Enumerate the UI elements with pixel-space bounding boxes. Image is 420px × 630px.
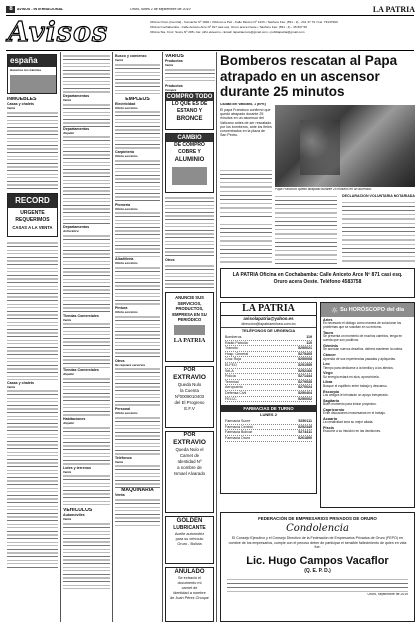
anulado-line: documento mi	[177, 581, 202, 585]
category-heading: VEHÍCULOS	[63, 508, 93, 514]
pharmacy-row-number: 5261890	[298, 435, 312, 440]
page-number: 8	[9, 6, 13, 12]
anuncie-ad-line: EMPRESA EN SU	[172, 311, 207, 317]
subcategory-type: Alquiler	[63, 373, 75, 377]
category-heading: VARIOS	[165, 54, 184, 59]
phone-row-number: 5275405	[298, 351, 312, 356]
record-ad-line: URGENTE	[20, 209, 45, 216]
horoscope-sign-name: Virgo	[323, 371, 333, 376]
subcategory-type: Anticrético	[63, 230, 79, 234]
extravio-line: E.F.V	[184, 406, 195, 411]
horoscope-sign-text: Busque el equilibrio entre trabajo y descanso.	[323, 383, 388, 388]
subcategory: Busco y comienzo	[115, 54, 147, 58]
issue-date: Oruro, lunes 2 de septiembre de 2019	[130, 8, 191, 11]
otros-label: Otros	[165, 258, 175, 262]
subcategory-type: Venta	[7, 107, 16, 110]
horoscope-sign-name: Leo	[323, 362, 330, 367]
phone-row-number: 5271444	[298, 374, 312, 379]
subcategory: Pintura	[115, 305, 128, 310]
subcategory-type: Oferta servicios	[115, 106, 138, 110]
pharmacy-row-number: 5250111	[298, 419, 312, 424]
la-patria-small: LA PATRIA	[173, 337, 206, 344]
cambio-ad-line: CAMBIO	[166, 134, 213, 142]
anuncie-ad-line: PRODUCTOS,	[175, 306, 204, 311]
pharmacy-title: FARMACIAS DE TURNO	[221, 405, 316, 412]
subcategory-type: Venta	[63, 318, 72, 322]
subcategory-type: Venta	[63, 518, 72, 522]
phone-row-label: SeLA	[225, 368, 234, 373]
offices-block	[150, 20, 415, 35]
extravio-line: del El Progreso	[174, 400, 205, 405]
anuncie-ad-line: PERIÓDICO	[177, 317, 202, 322]
extravio-line: Carnet de	[179, 453, 200, 458]
phone-row-label: Hosp. General	[225, 351, 249, 356]
extravio-ad-1	[165, 366, 214, 428]
horoscope-sign-name: Acuario	[323, 416, 338, 421]
col1-classifieds	[7, 97, 58, 622]
category-heading: MAQUINARIA	[121, 488, 154, 494]
extravio-line: a nombre de	[177, 465, 202, 470]
phone-row-label: FELCC	[225, 396, 237, 401]
subcategory: Personal	[115, 407, 131, 412]
pharmacy-row-number: 5274411	[298, 430, 312, 435]
subcategory: Albañilería	[115, 257, 134, 262]
subcategory: Departamentos	[63, 126, 90, 131]
cambio-ad-line: COBRE Y	[178, 149, 201, 155]
news-body-lead: El papa Francisco confirmó que quedó atrapado durante 25 minutos en un ascensor del Vaticano antes de ser rescatado por los bomberos, ante los fieles concentrados en la plaza de San Pedro.	[220, 108, 272, 138]
horoscope-box	[320, 302, 415, 508]
phone-row-number: 5250404	[298, 390, 312, 395]
subcategory: Tiendas Comerciales	[63, 368, 99, 373]
golden-line: GOLDEN	[176, 518, 203, 524]
phone-row-number: 5252166	[298, 368, 312, 373]
horoscope-sign-name: Libra	[323, 380, 333, 385]
subcategory: Departamentos	[63, 94, 90, 98]
patria-card-email: avisolapatria@yahoo.es	[243, 316, 294, 321]
record-ad-line: CASAS A LA VENTA	[12, 224, 53, 230]
subcategory-type: Alquiler	[63, 131, 75, 135]
pharmacy-row-label: Farmacia Sucre	[225, 419, 251, 424]
pharmacy-row-label: Farmacia Bolívar	[225, 430, 253, 435]
phone-row-number: 5250002	[298, 396, 312, 401]
cambio-ad-line: DE COMPRO	[174, 142, 205, 148]
subcategory-type: Alquiler	[63, 421, 75, 425]
subcategory: Productos	[165, 83, 183, 88]
condolencia-title: Condolencia	[286, 523, 349, 534]
horoscope-sign-text: Evite discusiones innecesarias en el trabajo.	[323, 411, 386, 416]
espana-ad	[7, 54, 57, 94]
subcategory-type: Venta	[115, 460, 124, 464]
condolencia-closing: Oruro, septiembre de 2019	[367, 592, 408, 596]
patria-card-name: LA PATRIA	[221, 303, 316, 316]
subcategory-type: Se requiere servicios	[115, 363, 146, 367]
phone-row-number: 5270024	[298, 385, 312, 390]
phone-row-label: Tránsito	[225, 346, 238, 351]
anulado-line: ANULADO	[174, 569, 205, 575]
extravio-line: Ismael Alvarado	[173, 471, 206, 476]
horoscope-sign-name: Cáncer	[323, 353, 336, 358]
horoscope-sign-name: Tauro	[323, 331, 334, 336]
compro-ad-line: BRONCE	[176, 116, 203, 122]
anuncie-ad-line: SERVICIOS,	[177, 300, 202, 306]
horoscope-sign-text: Escuche a su intuición en las decisiones.	[323, 429, 381, 434]
extravio-line: Identidad Nº	[177, 459, 202, 464]
phone-row-number: 5250008	[298, 357, 312, 362]
pharmacy-row	[225, 436, 312, 442]
record-ad-line: REQUERIMOS	[15, 216, 50, 223]
section-tag: AVISOS - INTERNACIONAL	[17, 8, 64, 11]
pharmacy-date: LUNES 2	[260, 412, 277, 418]
phone-row-number: 110	[306, 340, 312, 345]
extravio-line: Queda Nulo el	[175, 447, 204, 452]
anulado-ad	[165, 567, 214, 622]
office-line: Oficina Cochabamba - Calle Aniceto Arce Nº 917 casi esq. Oruro acera Oeste • Teléfono Fax: (591 - 4) - 45 837 58	[150, 25, 307, 29]
golden-ad	[165, 516, 214, 564]
horoscope-sign-text: Se presenta un momento de muchos cambios, tenga en cuenta que son positivos.	[323, 334, 403, 343]
extravio-line: EXTRAVÍO	[173, 439, 206, 446]
cambio-ad-line: ALUMINIO	[174, 157, 205, 163]
golden-line: Oruro - Bolivia	[177, 542, 202, 546]
horoscope-sign-name: Escorpio	[323, 389, 340, 394]
col3-classifieds	[115, 54, 160, 622]
section-title: Avisos	[8, 17, 109, 48]
horoscope-sign-text: Aprenda de sus experiencias pasadas y aplíquelas.	[323, 356, 396, 361]
horoscope-sign-name: Capricornio	[323, 407, 345, 412]
news-dateline: Ciudad del Vaticano, 1 (EFE)	[220, 103, 266, 106]
declaracion-title: DECLARACION VOLUNTARIA NOTARIADA	[342, 194, 415, 198]
office-line: Oficina Oruro (Central) - Camacho Nº 1892 • Oficina La Paz - Calle México Nº 1433 • Teléfono Fax: (591 - 2) - 231 37 79 / Cel. 79137900	[150, 20, 338, 24]
espana-ad-title: españa	[10, 56, 38, 65]
news-photo-caption: Papa Francisco quedó atrapado durante 25 minutos en un ascensor.	[275, 188, 372, 191]
subcategory: Tiendas Comerciales	[63, 313, 99, 318]
category-heading: INMUEBLES	[7, 97, 37, 102]
anulado-line: Se extravió el	[177, 576, 201, 580]
phone-row-label: ELFEO	[225, 362, 237, 367]
subcategory-type: Venta	[165, 64, 174, 67]
condolencia-intro: El Consejo Ejecutivo y el Consejo Directivo de la Federación de Empresarios Privados de Oruro (FEPO) en nombre de los empresarios, cumple con el penoso deber de participar el sensible fallecimiento de quien en vida fue:	[228, 536, 407, 550]
masthead-small: LA PATRIA	[372, 5, 415, 14]
subcategory: Teléfonos	[115, 455, 132, 460]
patria-card-email2: direccion@lapatriaenlinea.com.bo	[241, 322, 296, 326]
horoscope-sign-text: Los amigos le brindarán un apoyo inesperado.	[323, 392, 389, 397]
subcategory-type: Venta	[7, 385, 16, 389]
subcategory: Departamentos	[63, 225, 90, 230]
phone-row-label: Terminal	[225, 379, 239, 384]
subcategory-type: Oferta servicios	[115, 412, 138, 416]
subcategory-type: Venta	[115, 59, 124, 62]
extravio-ad-2	[165, 431, 214, 513]
phone-row-label: Bomberos	[225, 335, 242, 339]
phone-row-number: 5279535	[298, 379, 312, 384]
category-heading: EMPLEOS	[125, 96, 150, 102]
horoscope-sign-name: Sagitario	[323, 398, 340, 403]
phone-row-label: Radio Patrulla	[225, 340, 248, 345]
subcategory: Automóviles	[63, 513, 85, 518]
phone-row-label: Defensa Civil	[225, 390, 247, 395]
cambio-ad	[165, 133, 214, 193]
subcategory-type: Venta	[63, 99, 72, 102]
condolencia-name: Lic. Hugo Campos Vacaflor	[246, 554, 389, 567]
subcategory: Venta	[115, 493, 125, 498]
extravio-line: POR	[183, 432, 196, 438]
office-line: Oficina Sta. Cruz: Sucre Nº 288 • fax: piñó ekteerno • Email: lapatriaoruro@gmail.com • publilapatria@gmail.com	[150, 30, 305, 34]
compro-ad-line: LO QUE ES DE	[171, 101, 208, 107]
pharmacy-row-label: Farmacia Oruro	[225, 435, 251, 440]
anuncie-ad	[165, 292, 214, 362]
horoscope-sign-text: La creatividad será su mejor aliada.	[323, 420, 374, 425]
phone-row-number: 5250021	[298, 346, 312, 351]
horoscope-sign-text: Es necesario el diálogo como manera de solucionar los problemas que se suscitan en su entorno.	[323, 321, 402, 330]
record-ad	[7, 193, 58, 237]
horoscope-sign-text: Se acercan nuevos desafíos, deberá mantener la calma.	[323, 347, 403, 352]
news-photo-inset	[300, 120, 340, 175]
horoscope-sign-name: Piscis	[323, 426, 334, 431]
horoscope-sign-text: Su energía estará en alza, aprovéchela.	[323, 374, 380, 379]
extravio-line: Queda Nulo	[177, 382, 202, 387]
golden-line: Aceite automotriz	[174, 532, 205, 536]
col2-classifieds	[63, 54, 110, 622]
subcategory-type: Oferta servicios	[115, 207, 138, 211]
subcategory: Productos	[165, 59, 183, 63]
subcategory: Habitaciones	[63, 416, 86, 421]
horoscope-sign-name: Aries	[323, 318, 333, 322]
phone-row-label: Aeropuerto	[225, 385, 243, 390]
anuncie-ad-line: ANUNCIE SUS	[175, 295, 204, 300]
subcategory: Carpintería	[115, 150, 134, 155]
subcategory-type: Oferta servicios	[115, 262, 138, 266]
golden-line: LUBRICANTE	[173, 525, 206, 531]
extravio-line: EXTRAVÍO	[173, 374, 206, 381]
phone-row-number: 5251555	[298, 362, 312, 367]
horoscope-sign-name: Géminis	[323, 344, 338, 349]
espana-ad-sub: Hacemos tus trámites	[10, 69, 42, 72]
subcategory: Plomería	[115, 202, 131, 207]
news-body	[220, 108, 272, 220]
news-photo	[275, 105, 415, 187]
horoscope-sign-text: Tiempo para dedicarse a la familia y a los afectos.	[323, 365, 394, 370]
condolencia-box	[220, 512, 415, 622]
condolencia-rip: (Q. E. P. D.)	[304, 567, 331, 574]
anulado-line: carnet de	[181, 586, 198, 590]
compro-ad	[165, 92, 214, 130]
subcategory: Lotes y terrenos	[63, 465, 91, 470]
extravio-line: la Cuenta	[180, 388, 199, 393]
subcategory-type: Venta	[63, 470, 72, 474]
golden-line: para su vehículo	[175, 537, 204, 541]
patria-cochabamba-text: LA PATRIA Oficina en Cochabamba: Calle Aniceto Arce Nº 871 casi esq. Oruro acera Oeste. Teléfono 4583758	[232, 272, 403, 285]
subcategory: Otros	[115, 358, 125, 363]
phone-row-label: Policía	[225, 374, 236, 379]
horoscope-sign-text: Buen momento para iniciar proyectos.	[323, 402, 377, 407]
phone-row-number: 119	[306, 335, 312, 339]
news-headline: Bomberos rescatan al Papa atrapado en un ascensor durante 25 minutos	[220, 53, 398, 99]
pharmacy-list	[221, 418, 316, 442]
anulado-line: identidad a nombre	[173, 591, 206, 595]
subcategory: Casas y chalets	[7, 380, 34, 385]
sun-icon: ☼	[330, 305, 339, 315]
phones-title: TELÉFONOS DE URGENCIA	[221, 327, 316, 334]
subcategory-type: Oferta servicios	[115, 155, 138, 159]
patria-card	[220, 302, 317, 494]
compro-ad-line: ESTAÑO Y	[176, 108, 203, 114]
subcategory: Casas y chalets	[7, 102, 34, 106]
patria-cochabamba-box	[220, 268, 415, 298]
extravio-line: POR	[183, 367, 196, 373]
anulado-line: de Juan Pérez Choque	[170, 596, 209, 600]
phones-list	[221, 334, 316, 403]
subcategory: Electricidad	[115, 101, 136, 106]
condolencia-org: FEDERACIÓN DE EMPRESARIOS PRIVADOS DE ORURO	[258, 516, 377, 521]
subcategory-type: Oferta servicios	[115, 310, 138, 314]
extravio-line: Nº0009010403	[174, 394, 205, 399]
compro-ad-line: COMPRO TODO	[166, 94, 213, 100]
horoscope-title: Su HORÓSCOPO del día	[340, 307, 405, 313]
pharmacy-row-label: Farmacia Central	[225, 424, 253, 429]
record-ad-title: RECORD	[15, 195, 50, 205]
horoscope-signs	[321, 317, 414, 436]
subcategory-type: Compra	[165, 88, 177, 92]
phone-row-label: Cruz Roja	[225, 357, 241, 362]
pharmacy-row-number: 5252345	[298, 424, 312, 429]
phone-row	[225, 397, 312, 403]
